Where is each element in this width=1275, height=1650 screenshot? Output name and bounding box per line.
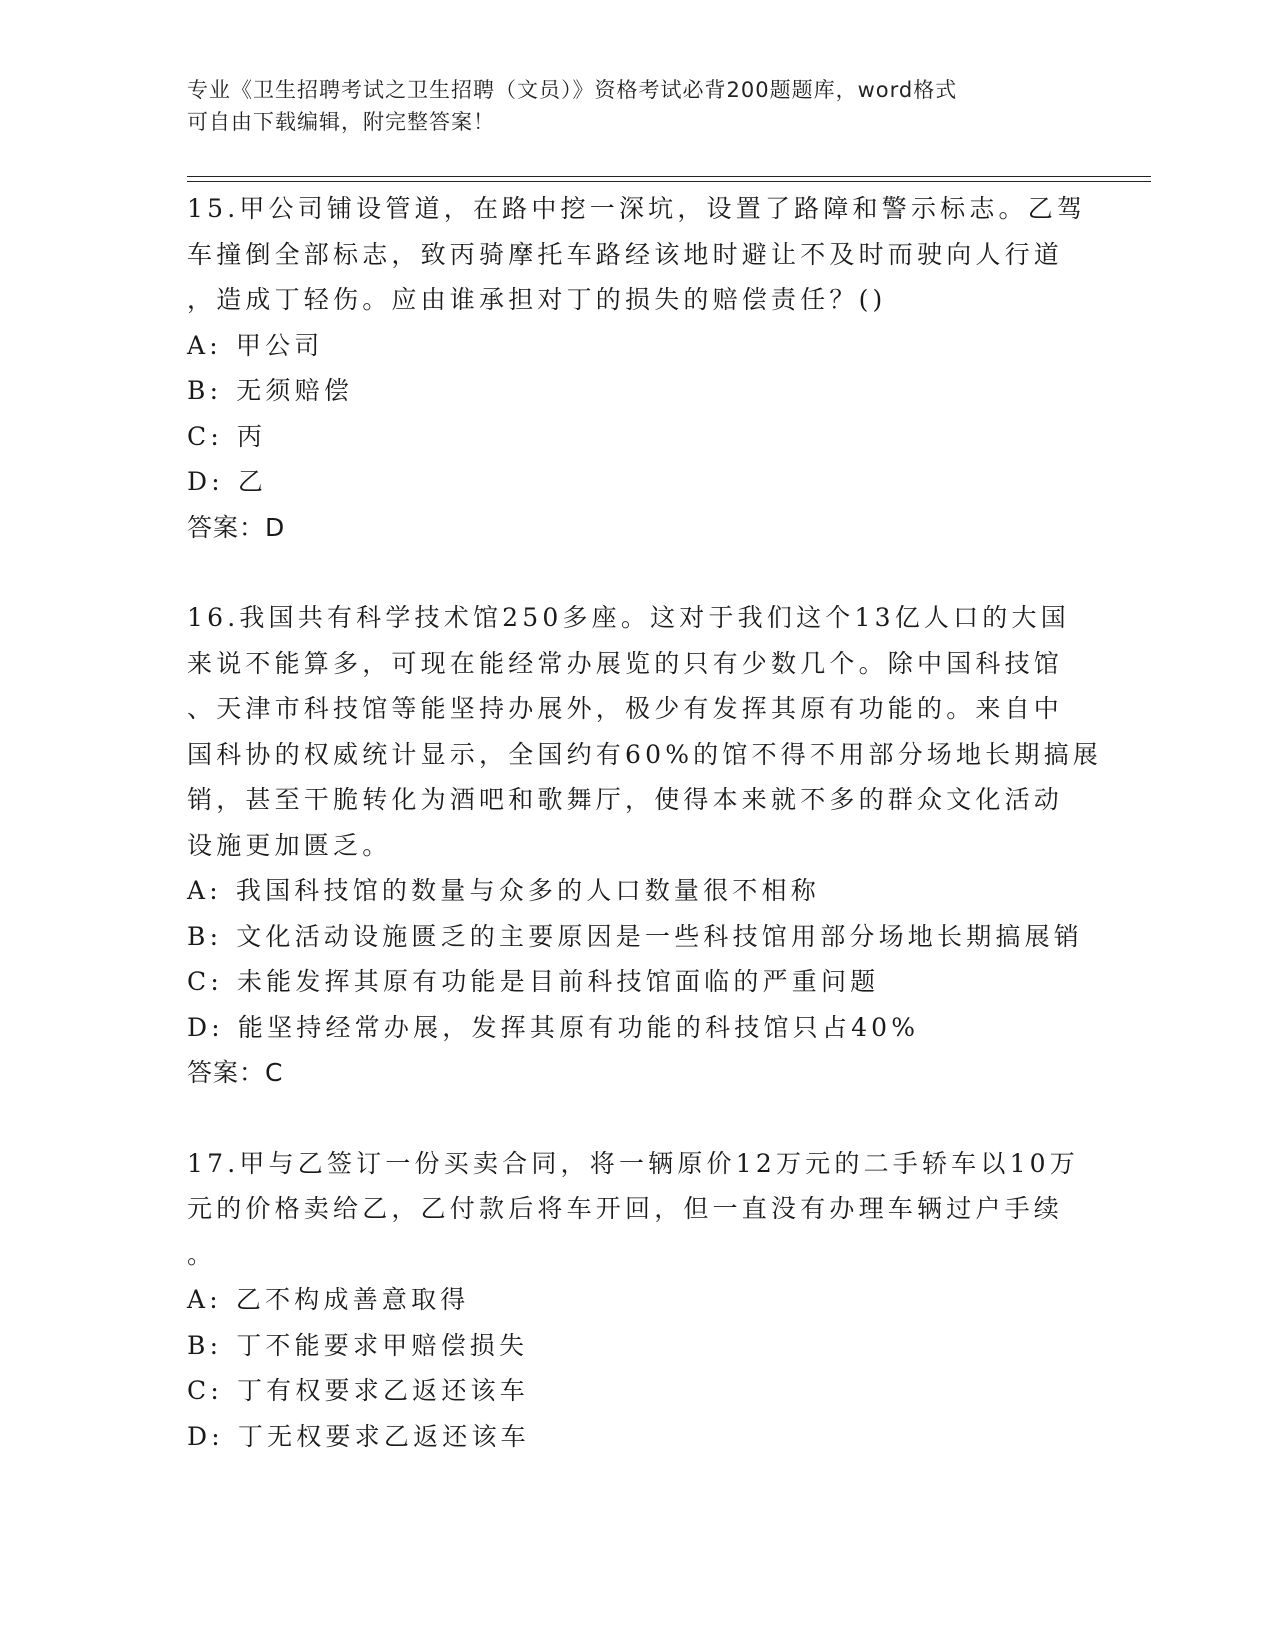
option-letter: D: [187, 1421, 224, 1451]
document-header [187, 74, 1067, 138]
option-letter: C: [187, 421, 223, 451]
stem-line: 国科协的权威统计显示，全国约有60%的馆不得不用部分场地长期搞展 [187, 739, 1102, 769]
option-letter: D: [187, 467, 224, 496]
option-b [187, 914, 1087, 960]
option-a [187, 1277, 1087, 1323]
option-c [187, 414, 1087, 460]
stem-line: 设施更加匮乏。 [187, 830, 392, 860]
answer-label: 答案：D [187, 512, 286, 542]
question-16 [187, 595, 1102, 1096]
option-letter: B: [187, 376, 223, 405]
stem-line: 元的价格卖给乙，乙付款后将车开回，但一直没有办理车辆过户手续 [187, 1194, 1064, 1223]
option-b [187, 1323, 1087, 1369]
option-text: 丁无权要求乙返还该车 [237, 1421, 530, 1451]
option-letter: C: [187, 1376, 223, 1405]
option-text: 无须赔偿 [236, 376, 354, 405]
option-letter: C: [187, 967, 223, 996]
stem-line: 销，甚至干脆转化为酒吧和歌舞厅，使得本来就不多的群众文化活动 [187, 785, 1064, 814]
option-d [187, 1414, 1087, 1460]
header-divider-bottom [187, 181, 1151, 182]
stem-line: 车撞倒全部标志，致丙骑摩托车路经该地时避让不及时而驶向人行道 [187, 239, 1064, 269]
question-stem [187, 1141, 1087, 1278]
option-text: 未能发挥其原有功能是目前科技馆面临的严重问题 [236, 967, 880, 996]
answer-label: 答案：C [187, 1058, 284, 1087]
option-a [187, 323, 1087, 369]
question-15 [187, 186, 1087, 550]
question-stem [187, 186, 1087, 323]
option-b [187, 368, 1087, 414]
option-letter: D: [187, 1012, 224, 1042]
option-text: 我国科技馆的数量与众多的人口数量很不相称 [235, 876, 820, 905]
option-c [187, 959, 1087, 1005]
stem-line: 16.我国共有科学技术馆250多座。这对于我们这个13亿人口的大国 [187, 603, 1070, 632]
stem-line: 来说不能算多，可现在能经常办展览的只有少数几个。除中国科技馆 [187, 648, 1064, 678]
option-letter: A: [187, 1285, 222, 1314]
option-text: 文化活动设施匮乏的主要原因是一些科技馆用部分场地长期搞展销 [236, 921, 1084, 951]
question-17 [187, 1141, 1087, 1460]
option-letter: B: [187, 1330, 223, 1360]
option-letter: A: [187, 876, 222, 905]
option-text: 能坚持经常办展，发挥其原有功能的科技馆只占40% [237, 1012, 920, 1042]
stem-line: 、天津市科技馆等能坚持办展外，极少有发挥其原有功能的。来自中 [187, 694, 1064, 723]
option-a [187, 868, 1087, 914]
option-text: 丁有权要求乙返还该车 [236, 1376, 529, 1405]
option-letter: A: [187, 330, 222, 360]
header-line-1: 专业《卫生招聘考试之卫生招聘（文员）》资格考试必背200题题库，word格式 [187, 78, 958, 102]
stem-line: 17.甲与乙签订一份买卖合同，将一辆原价12万元的二手轿车以10万 [187, 1148, 1079, 1178]
stem-line: 。 [187, 1239, 217, 1269]
option-text: 乙 [237, 467, 268, 496]
option-text: 甲公司 [235, 330, 324, 360]
question-stem [187, 595, 1102, 868]
option-letter: B: [187, 921, 223, 951]
option-text: 乙不构成善意取得 [235, 1285, 470, 1314]
header-divider-top [187, 176, 1151, 177]
question-list [187, 186, 1102, 1504]
header-line-2: 可自由下载编辑，附完整答案！ [187, 110, 495, 134]
stem-line: 15.甲公司铺设管道，在路中挖一深坑，设置了路障和警示标志。乙驾 [187, 194, 1087, 223]
option-text: 丁不能要求甲赔偿损失 [236, 1330, 529, 1360]
option-c [187, 1368, 1087, 1414]
stem-line: ，造成丁轻伤。应由谁承担对丁的损失的赔偿责任？() [187, 285, 887, 314]
option-d [187, 1005, 1087, 1051]
option-d [187, 459, 1087, 505]
option-text: 丙 [236, 421, 267, 451]
